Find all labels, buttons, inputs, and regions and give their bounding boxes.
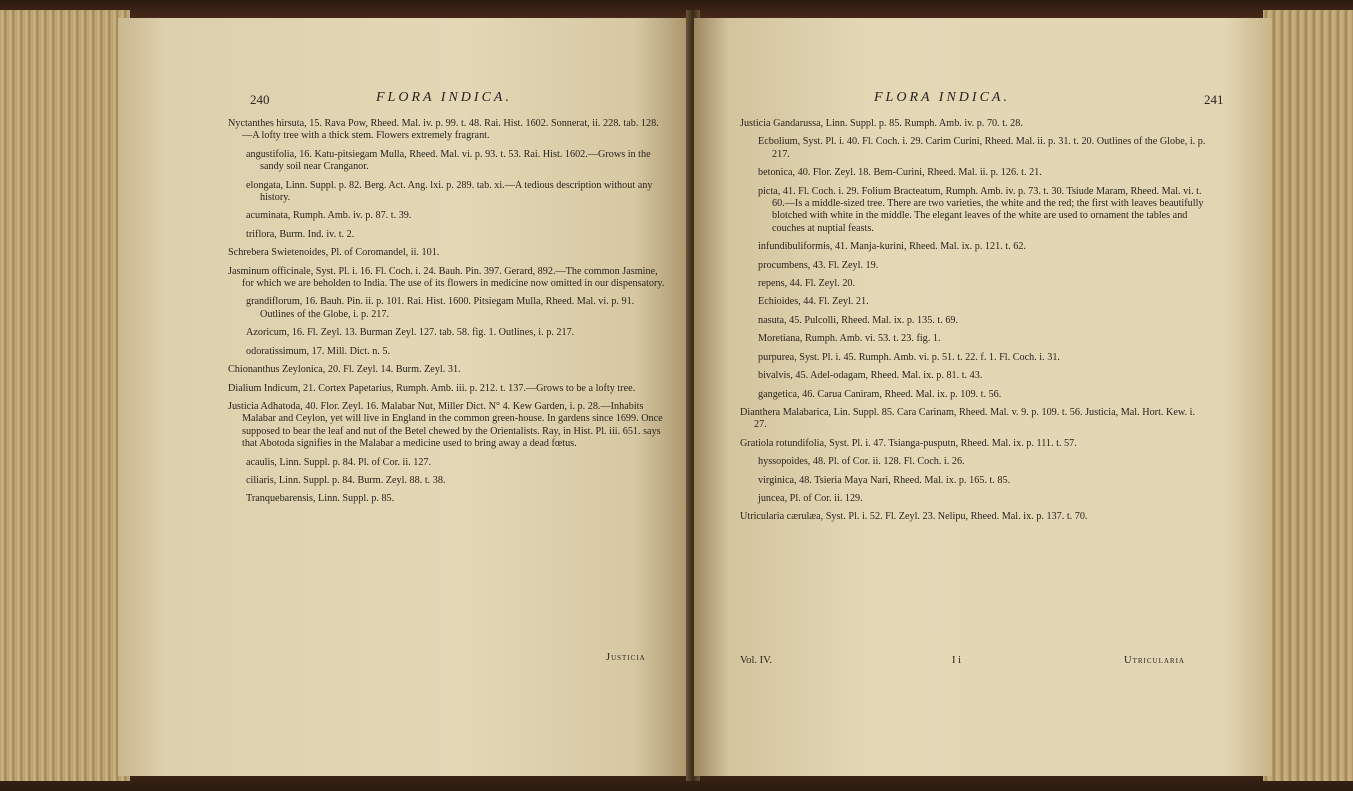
entry: juncea, Pl. of Cor. ii. 129. [758, 492, 863, 504]
signature-mark: I i [952, 655, 962, 666]
text-column [740, 118, 1210, 530]
entry: Ecbolium, Syst. Pl. i. 40. Fl. Coch. i. 29. Carim Curini, Rheed. Mal. ii. p. 31. t. 20. Outlines of the Globe, i. p. 217. [758, 136, 1206, 160]
page-number: 241 [1204, 92, 1224, 107]
entry: Moretiana, Rumph. Amb. vi. 53. t. 23. fig. 1. [758, 333, 941, 345]
entry: nasuta, 45. Pulcolli, Rheed. Mal. ix. p. 135. t. 69. [758, 314, 959, 326]
entry: Tranquebarensis, Linn. Suppl. p. 85. [246, 493, 395, 505]
entry: Dialium Indicum, 21. Cortex Papetarius, Rumph. Amb. iii. p. 212. t. 137.—Grows to be a lofty tree. [228, 382, 636, 394]
entry: odoratissimum, 17. Mill. Dict. n. 5. [246, 345, 391, 357]
catchword: Utricularia [1124, 655, 1185, 666]
entry: acuminata, Rumph. Amb. iv. p. 87. t. 39. [246, 210, 412, 222]
entry: Gratiola rotundifolia, Syst. Pl. i. 47. Tsianga-pusputn, Rheed. Mal. ix. p. 111. t. 57. [740, 437, 1077, 449]
entry: Chionanthus Zeylonica, 20. Fl. Zeyl. 14. Burm. Zeyl. 31. [228, 364, 461, 376]
entry: betonica, 40. Flor. Zeyl. 18. Bem-Curini, Rheed. Mal. ii. p. 126. t. 21. [758, 167, 1042, 179]
entry: ciliaris, Linn. Suppl. p. 84. Burm. Zeyl. 88. t. 38. [246, 474, 446, 486]
entry: Azoricum, 16. Fl. Zeyl. 13. Burman Zeyl. 127. tab. 58. fig. 1. Outlines, i. p. 217. [246, 327, 575, 339]
entry: Justicia Gandarussa, Linn. Suppl. p. 85. Rumph. Amb. iv. p. 70. t. 28. [740, 118, 1023, 129]
entry: Dianthera Malabarica, Lin. Suppl. 85. Cara Carinam, Rheed. Mal. v. 9. p. 109. t. 56. Justicia, Mal. Hort. Kew. i. 27. [740, 406, 1196, 431]
entry: gangetica, 46. Carua Caniram, Rheed. Mal. ix. p. 109. t. 56. [758, 388, 1002, 400]
entry: hyssopoides, 48. Pl. of Cor. ii. 128. Fl. Coch. i. 26. [758, 456, 965, 468]
entry: purpurea, Syst. Pl. i. 45. Rumph. Amb. vi. p. 51. t. 22. f. 1. Fl. Coch. i. 31. [758, 351, 1060, 363]
page-number: 240 [250, 92, 270, 107]
volume-footer: Vol. IV. [740, 655, 772, 666]
entry: Nyctanthes hirsuta, 15. Rava Pow, Rheed. Mal. iv. p. 99. t. 48. Rai. Hist. 1602. Sonnerat, ii. 228. tab. 128.—A lofty tree with a thick stem. Flowers extremely fragrant. [228, 118, 659, 142]
text-column [228, 118, 666, 512]
left-page [118, 18, 692, 776]
entry: triflora, Burm. Ind. iv. t. 2. [246, 228, 355, 240]
entry: picta, 41. Fl. Coch. i. 29. Folium Bracteatum, Rumph. Amb. iv. p. 73. t. 30. Tsiude Maram, Rheed. Mal. vi. t. 60.—Is a middle-sized tree. There are two varieties, the white and the red; the first with leaves beautifully blotched with white in the middle. The elegant leaves of the white are used to ornament the tables and couches at nuptial feasts. [758, 185, 1204, 234]
entry: elongata, Linn. Suppl. p. 82. Berg. Act. Ang. lxi. p. 289. tab. xi.—A tedious description without any history. [246, 179, 653, 204]
entry: Utricularia cærulæa, Syst. Pl. i. 52. Fl. Zeyl. 23. Nelipu, Rheed. Mal. ix. p. 137. t. 70. [740, 511, 1088, 523]
entry: Justicia Adhatoda, 40. Flor. Zeyl. 16. Malabar Nut, Miller Dict. N° 4. Kew Garden, i. p. 28.—Inhabits Malabar and Ceylon, yet will live in England in the common green-house. In gardens since 1699. Once supposed to bear the leaf and nut of the Betel chewed by the Orientalists. Ray, in Hist. Pl. iii. 651. says that Abotoda signifies in the Malabar a medicine used to bring away a dead fœtus. [228, 400, 663, 450]
entry: Echioides, 44. Fl. Zeyl. 21. [758, 296, 869, 308]
entry: virginica, 48. Tsieria Maya Nari, Rheed. Mal. ix. p. 165. t. 85. [758, 474, 1011, 486]
entry: infundibuliformis, 41. Manja-kurini, Rheed. Mal. ix. p. 121. t. 62. [758, 241, 1026, 253]
right-page [694, 18, 1272, 776]
catchword: Justicia [606, 652, 646, 663]
entry: Schrebera Swietenoides, Pl. of Coromandel, ii. 101. [228, 247, 440, 259]
right-page-edges [1263, 10, 1353, 781]
entry: Jasminum officinale, Syst. Pl. i. 16. Fl. Coch. i. 24. Bauh. Pin. 397. Gerard, 892.—The common Jasmine, for which we are beholden to India. The use of its flowers in medicine now omitted in our dispensatory. [228, 265, 665, 290]
entry: angustifolia, 16. Katu-pitsiegam Mulla, Rheed. Mal. vi. p. 93. t. 53. Rai. Hist. 1602.—Grows in the sandy soil near Cranganor. [246, 148, 651, 173]
left-page-edges [0, 10, 130, 781]
entry: grandiflorum, 16. Bauh. Pin. ii. p. 101. Rai. Hist. 1600. Pitsiegam Mulla, Rheed. Mal. vi. p. 91. Outlines of the Globe, i. p. 217. [246, 296, 635, 320]
running-head: FLORA INDICA. [376, 90, 512, 105]
entry: bivalvis, 45. Adel-odagam, Rheed. Mal. ix. p. 81. t. 43. [758, 370, 983, 382]
entry: procumbens, 43. Fl. Zeyl. 19. [758, 259, 879, 271]
running-head: FLORA INDICA. [874, 90, 1010, 105]
entry: repens, 44. Fl. Zeyl. 20. [758, 278, 856, 290]
entry: acaulis, Linn. Suppl. p. 84. Pl. of Cor. ii. 127. [246, 456, 432, 468]
